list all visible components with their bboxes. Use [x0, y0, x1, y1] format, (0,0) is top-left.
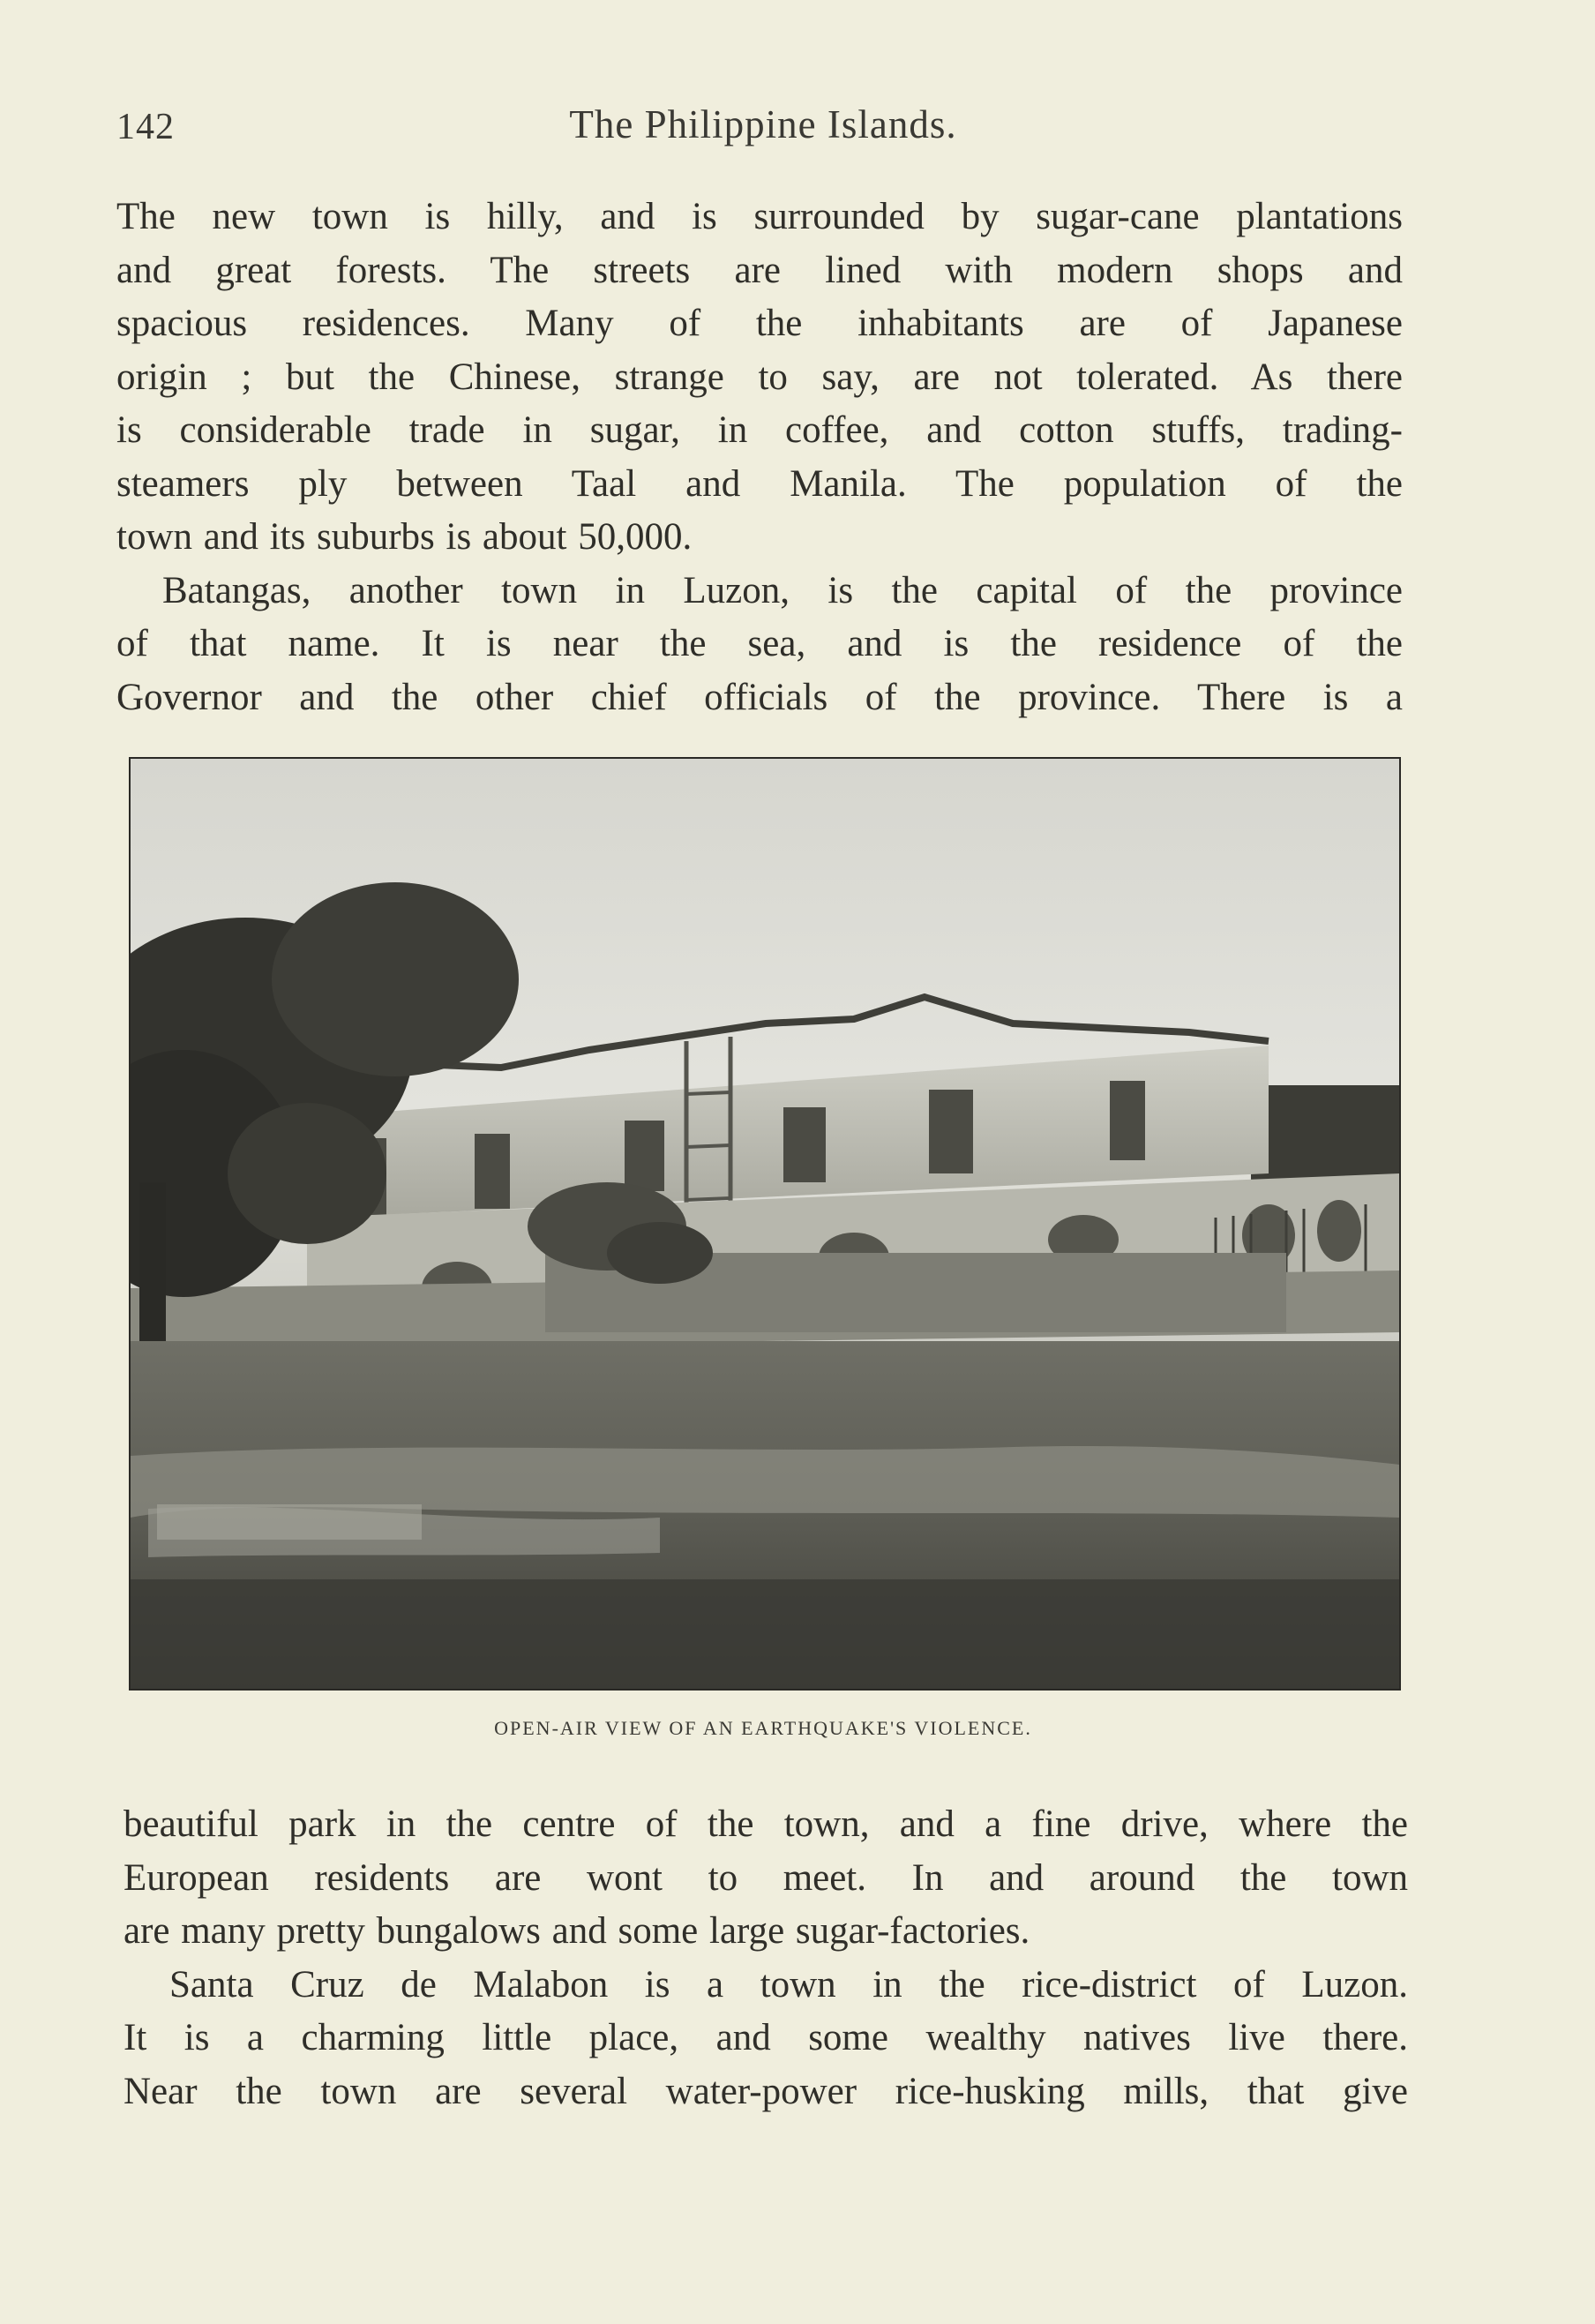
page-number: 142: [116, 107, 175, 147]
paragraph: [116, 565, 1403, 725]
text-line: spacious residences. Many of the inhabitants are of Japanese: [116, 303, 1403, 344]
photo-frame: [129, 757, 1401, 1691]
text-line: Batangas, another town in Luzon, is the capital of the province: [162, 569, 1403, 611]
text-line: beautiful park in the centre of the town, and a fine drive, where the: [124, 1803, 1408, 1845]
body-text-bottom: [124, 1798, 1408, 2118]
text-line: Santa Cruz de Malabon is a town in the rice-district of Luzon.: [169, 1963, 1408, 2005]
paragraph: [116, 191, 1403, 565]
text-line: European residents are wont to meet. In and around the town: [124, 1856, 1408, 1899]
text-line: The new town is hilly, and is surrounded by sugar-cane plantations: [116, 196, 1403, 237]
text-line: It is a charming little place, and some wealthy natives live there.: [124, 2017, 1408, 2058]
text-line: Governor and the other chief officials of the province. There is a: [116, 676, 1403, 718]
body-text-top: [116, 191, 1403, 724]
text-line: are many pretty bungalows and some large sugar-factories.: [124, 1910, 1030, 1952]
running-title: The Philippine Islands.: [569, 102, 957, 146]
text-line: is considerable trade in sugar, in coffee, and cotton stuffs, trading-: [116, 409, 1403, 451]
figure-caption: OPEN-AIR VIEW OF AN EARTHQUAKE'S VIOLENCE.: [494, 1717, 1032, 1739]
paragraph: [124, 1798, 1408, 1959]
paragraph: [124, 1959, 1408, 2119]
photo-figure: [129, 757, 1401, 1691]
text-line: town and its suburbs is about 50,000.: [116, 516, 693, 558]
text-line: of that name. It is near the sea, and is the residence of the: [116, 623, 1403, 664]
earthquake-ruin-photo: [131, 759, 1399, 1689]
text-line: steamers ply between Taal and Manila. The population of the: [116, 462, 1403, 505]
text-line: Near the town are several water-power rice-husking mills, that give: [124, 2070, 1408, 2112]
text-line: origin ; but the Chinese, strange to say, are not tolerated. As there: [116, 356, 1403, 398]
text-line: and great forests. The streets are lined with modern shops and: [116, 249, 1403, 291]
